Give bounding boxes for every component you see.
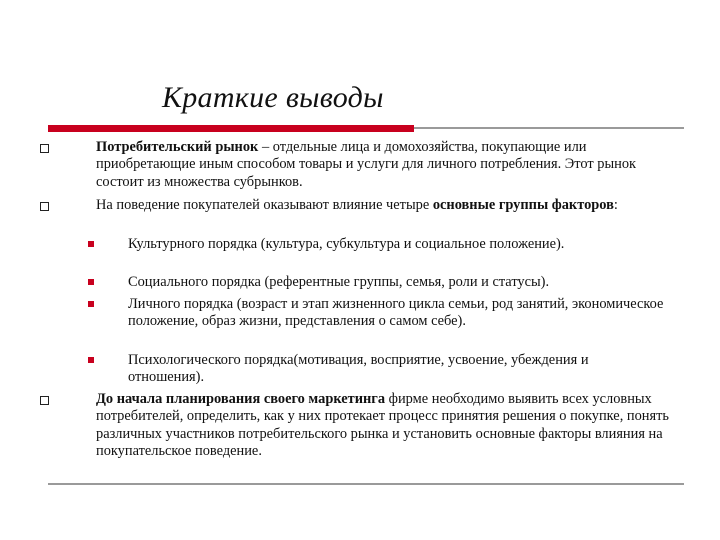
bullet-text: На поведение покупателей оказывают влияние четыре <box>96 197 433 213</box>
red-square-bullet-icon <box>88 241 94 247</box>
bullet-text: фирме необходимо выявить всех условных потребителей, определить, как у них протекает процесс принятия решения о покупке, понять различных участников потребительского рынка и установить основные факторы влияния на покупательское поведение. <box>96 391 669 459</box>
bullet-term: До начала планирования своего маркетинга <box>96 391 386 407</box>
bullet-term: Потребительский рынок <box>96 139 259 155</box>
factor-psychological <box>128 352 668 387</box>
title-divider-red <box>48 125 414 132</box>
bullet-buyer-behavior <box>96 197 670 214</box>
factor-cultural <box>128 236 668 253</box>
red-square-bullet-icon <box>88 301 94 307</box>
bottom-divider <box>48 483 684 485</box>
red-square-bullet-icon <box>88 279 94 285</box>
bullet-text: – отдельные лица и домохозяйства, покупающие или приобретающие иным способом товары и услуги для личного потребления. Этот рынок состоит из множества субрынков. <box>96 139 637 190</box>
factor-social <box>128 274 668 291</box>
factor-text: Личного порядка (возраст и этап жизненного цикла семьи, род занятий, экономическое положение, образ жизни, представления о самом себе). <box>128 296 664 330</box>
factor-text: Психологического порядка(мотивация, восприятие, усвоение, убеждения и отношения). <box>128 352 589 386</box>
bullet-term: основные группы факторов <box>432 197 614 213</box>
factor-text: Социального порядка (референтные группы, семья, роли и статусы). <box>128 274 550 290</box>
factor-personal <box>128 296 668 331</box>
hollow-square-bullet-icon <box>40 396 49 405</box>
hollow-square-bullet-icon <box>40 202 49 211</box>
bullet-text: : <box>613 197 618 213</box>
slide-title: Краткие выводы <box>162 81 384 114</box>
red-square-bullet-icon <box>88 357 94 363</box>
hollow-square-bullet-icon <box>40 144 49 153</box>
bullet-marketing-planning <box>96 391 670 460</box>
factor-text: Культурного порядка (культура, субкультура и социальное положение). <box>128 236 565 252</box>
bullet-consumer-market <box>96 139 670 191</box>
